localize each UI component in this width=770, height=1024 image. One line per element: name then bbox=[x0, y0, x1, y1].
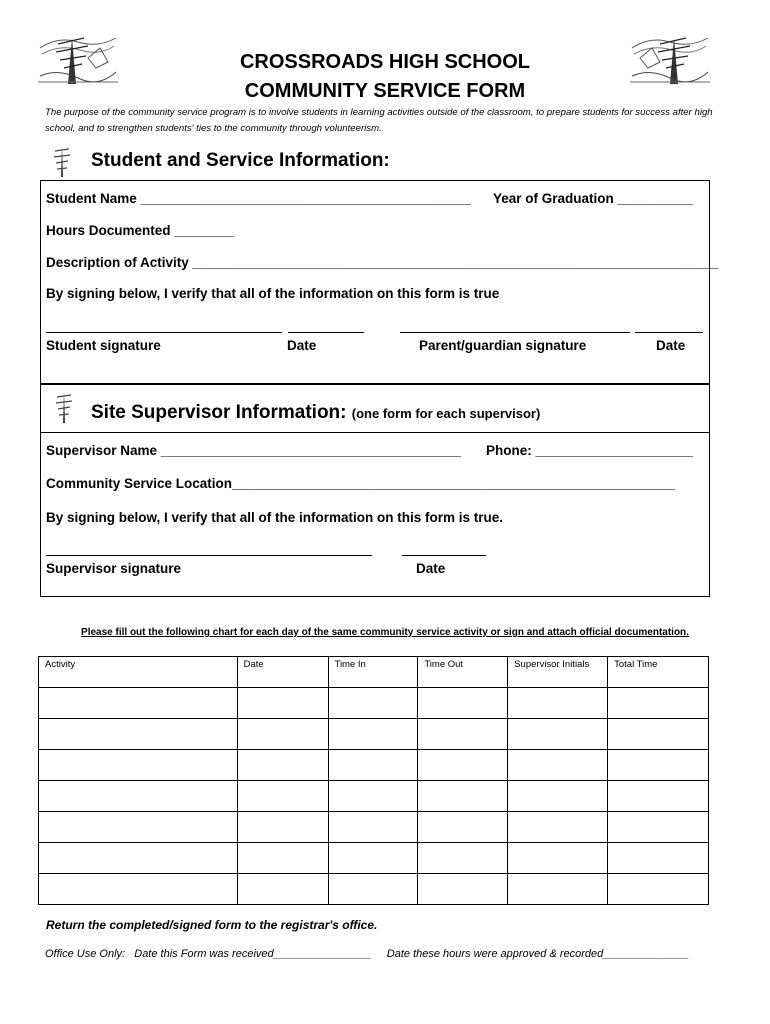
table-cell[interactable] bbox=[237, 688, 328, 719]
table-cell[interactable] bbox=[328, 781, 418, 812]
supervisor-name-field[interactable]: Supervisor Name ________________________________________ bbox=[46, 443, 462, 458]
table-cell[interactable] bbox=[39, 688, 238, 719]
supervisor-heading-text: Site Supervisor Information: bbox=[91, 402, 347, 423]
table-cell[interactable] bbox=[608, 843, 709, 874]
column-header: Time In bbox=[328, 657, 418, 688]
table-row bbox=[39, 812, 709, 843]
table-cell[interactable] bbox=[39, 812, 238, 843]
student-name-field[interactable]: Student Name ____________________________________________ bbox=[46, 191, 471, 206]
supervisor-date-label: Date bbox=[416, 561, 446, 576]
table-cell[interactable] bbox=[608, 688, 709, 719]
table-cell[interactable] bbox=[237, 874, 328, 905]
hours-documented-field[interactable]: Hours Documented ________ bbox=[46, 223, 235, 238]
supervisor-header-divider bbox=[40, 432, 710, 433]
table-cell[interactable] bbox=[508, 781, 608, 812]
table-cell[interactable] bbox=[328, 719, 418, 750]
school-name: CROSSROADS HIGH SCHOOL bbox=[239, 51, 531, 73]
parent-date-line[interactable] bbox=[635, 332, 703, 333]
column-header: Date bbox=[237, 657, 328, 688]
table-cell[interactable] bbox=[608, 874, 709, 905]
graduation-year-field[interactable]: Year of Graduation __________ bbox=[493, 191, 693, 206]
supervisor-verify-text: By signing below, I verify that all of the information on this form is true. bbox=[46, 510, 504, 525]
table-cell[interactable] bbox=[237, 750, 328, 781]
table-cell[interactable] bbox=[508, 688, 608, 719]
table-cell[interactable] bbox=[418, 874, 508, 905]
table-cell[interactable] bbox=[608, 812, 709, 843]
chart-instructions: Please fill out the following chart for each day of the same community service activity or sign and attach official documentation. bbox=[81, 627, 689, 638]
table-cell[interactable] bbox=[39, 874, 238, 905]
table-cell[interactable] bbox=[608, 719, 709, 750]
table-cell[interactable] bbox=[418, 688, 508, 719]
table-cell[interactable] bbox=[328, 843, 418, 874]
table-cell[interactable] bbox=[328, 874, 418, 905]
student-signature-line[interactable] bbox=[46, 332, 282, 333]
table-cell[interactable] bbox=[39, 843, 238, 874]
form-title: COMMUNITY SERVICE FORM bbox=[244, 80, 526, 102]
tree-icon bbox=[52, 143, 72, 177]
table-cell[interactable] bbox=[39, 750, 238, 781]
column-header: Supervisor Initials bbox=[508, 657, 608, 688]
supervisor-signature-label: Supervisor signature bbox=[46, 561, 182, 576]
supervisor-signature-line[interactable] bbox=[46, 555, 372, 556]
table-cell[interactable] bbox=[508, 843, 608, 874]
table-cell[interactable] bbox=[39, 781, 238, 812]
table-header-row bbox=[39, 657, 709, 688]
column-header: Time Out bbox=[418, 657, 508, 688]
table-cell[interactable] bbox=[418, 843, 508, 874]
table-cell[interactable] bbox=[508, 719, 608, 750]
table-cell[interactable] bbox=[508, 750, 608, 781]
table-row bbox=[39, 874, 709, 905]
student-signature-label: Student signature bbox=[46, 338, 161, 353]
parent-date-label: Date bbox=[656, 338, 686, 353]
table-cell[interactable] bbox=[508, 812, 608, 843]
table-row bbox=[39, 750, 709, 781]
activity-description-field[interactable]: Description of Activity ______________________________________________________________________ bbox=[46, 255, 719, 270]
column-header: Total Time bbox=[608, 657, 709, 688]
table-cell[interactable] bbox=[328, 688, 418, 719]
parent-signature-line[interactable] bbox=[400, 332, 630, 333]
table-cell[interactable] bbox=[39, 719, 238, 750]
column-header: Activity bbox=[39, 657, 238, 688]
table-cell[interactable] bbox=[237, 719, 328, 750]
service-log-table bbox=[38, 656, 709, 905]
student-verify-text: By signing below, I verify that all of the information on this form is true bbox=[46, 286, 500, 301]
table-cell[interactable] bbox=[237, 843, 328, 874]
return-instructions: Return the completed/signed form to the registrar's office. bbox=[46, 918, 378, 932]
service-location-field[interactable]: Community Service Location___________________________________________________________ bbox=[46, 476, 676, 491]
table-row bbox=[39, 843, 709, 874]
table-cell[interactable] bbox=[237, 781, 328, 812]
table-cell[interactable] bbox=[418, 719, 508, 750]
table-cell[interactable] bbox=[508, 874, 608, 905]
purpose-text: The purpose of the community service program is to involve students in learning activities outside of the classroom, to prepare students for success after high school, and to strengthen students' ties to the community through volunteerism. bbox=[45, 107, 713, 134]
office-use-only: Office Use Only: Date this Form was received________________ Date these hours were approved & recorded______________ bbox=[45, 948, 689, 960]
table-cell[interactable] bbox=[418, 812, 508, 843]
student-section-heading: Student and Service Information: bbox=[91, 150, 390, 171]
tree-icon bbox=[54, 389, 74, 423]
student-info-box bbox=[40, 180, 710, 384]
table-row bbox=[39, 781, 709, 812]
table-cell[interactable] bbox=[237, 812, 328, 843]
table-cell[interactable] bbox=[418, 750, 508, 781]
table-cell[interactable] bbox=[608, 750, 709, 781]
student-date-line[interactable] bbox=[288, 332, 364, 333]
table-cell[interactable] bbox=[608, 781, 709, 812]
parent-signature-label: Parent/guardian signature bbox=[419, 338, 587, 353]
phone-field[interactable]: Phone: _____________________ bbox=[486, 443, 694, 458]
supervisor-heading-note: (one form for each supervisor) bbox=[351, 406, 541, 421]
supervisor-section-heading bbox=[91, 402, 540, 424]
supervisor-date-line[interactable] bbox=[402, 555, 486, 556]
table-row bbox=[39, 688, 709, 719]
student-date-label: Date bbox=[287, 338, 317, 353]
table-cell[interactable] bbox=[418, 781, 508, 812]
table-cell[interactable] bbox=[328, 812, 418, 843]
table-cell[interactable] bbox=[328, 750, 418, 781]
table-row bbox=[39, 719, 709, 750]
